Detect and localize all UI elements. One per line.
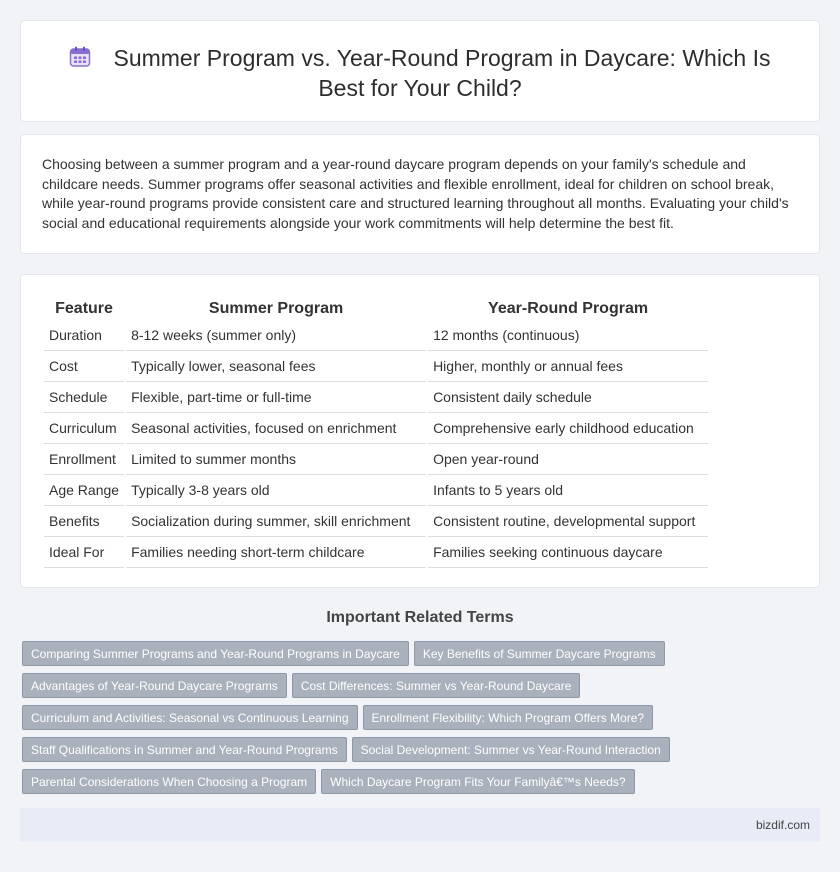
table-row (44, 351, 708, 382)
related-term-link[interactable]: Advantages of Year-Round Daycare Programs (22, 673, 287, 698)
intro-card (20, 134, 820, 254)
summer-cell: Families needing short-term childcare (126, 537, 426, 568)
year-round-cell: Comprehensive early childhood education (428, 413, 708, 444)
year-round-cell: Higher, monthly or annual fees (428, 351, 708, 382)
related-term-link[interactable]: Parental Considerations When Choosing a Program (22, 769, 316, 794)
year-round-cell: Open year-round (428, 444, 708, 475)
header-summer: Summer Program (208, 300, 344, 317)
related-terms-list (22, 641, 822, 801)
table-header-row (44, 296, 708, 320)
related-term-link[interactable]: Key Benefits of Summer Daycare Programs (414, 641, 665, 666)
tag-row (22, 769, 822, 801)
table-row (44, 537, 708, 568)
year-round-cell: 12 months (continuous) (428, 320, 708, 351)
summer-cell: Socialization during summer, skill enrichment (126, 506, 426, 537)
table-row (44, 320, 708, 351)
title-wrap (61, 43, 779, 103)
table-row (44, 475, 708, 506)
feature-cell: Ideal For (44, 537, 124, 568)
related-term-link[interactable]: Comparing Summer Programs and Year-Round Programs in Daycare (22, 641, 409, 666)
summer-cell: Limited to summer months (126, 444, 426, 475)
year-round-cell: Infants to 5 years old (428, 475, 708, 506)
feature-cell: Duration (44, 320, 124, 351)
table-row (44, 444, 708, 475)
feature-cell: Cost (44, 351, 124, 382)
header-card (20, 20, 820, 122)
related-terms-title: Important Related Terms (326, 609, 514, 626)
header-year-round: Year-Round Program (488, 300, 649, 317)
year-round-cell: Consistent daily schedule (428, 382, 708, 413)
header-feature: Feature (55, 300, 113, 317)
page-title-text: Summer Program vs. Year-Round Program in Daycare: Which Is Best for Your Child? (113, 45, 771, 101)
intro-text: Choosing between a summer program and a year-round daycare program depends on your family's schedule and childcare needs. Summer programs offer seasonal activities and flexible enrollment, ideal for children on school break, while year-round programs provide consistent care and structured learning throughout all months. Evaluating your child's social and educational requirements alongside your work commitments will help determine the best fit. (42, 156, 789, 231)
year-round-cell: Consistent routine, developmental support (428, 506, 708, 537)
footer (20, 808, 820, 842)
tag-row (22, 673, 822, 705)
tag-row (22, 641, 822, 673)
related-term-link[interactable]: Which Daycare Program Fits Your Familyâ€™s Needs? (321, 769, 634, 794)
related-term-link[interactable]: Cost Differences: Summer vs Year-Round Daycare (292, 673, 581, 698)
page-title (61, 43, 779, 103)
summer-cell: Flexible, part-time or full-time (126, 382, 426, 413)
summer-cell: Seasonal activities, focused on enrichment (126, 413, 426, 444)
footer-brand[interactable]: bizdif.com (755, 818, 810, 832)
related-term-link[interactable]: Social Development: Summer vs Year-Round Interaction (352, 737, 670, 762)
feature-cell: Benefits (44, 506, 124, 537)
feature-cell: Schedule (44, 382, 124, 413)
related-term-link[interactable]: Enrollment Flexibility: Which Program Offers More? (363, 705, 654, 730)
feature-cell: Curriculum (44, 413, 124, 444)
related-term-link[interactable]: Staff Qualifications in Summer and Year-Round Programs (22, 737, 347, 762)
year-round-cell: Families seeking continuous daycare (428, 537, 708, 568)
related-term-link[interactable]: Curriculum and Activities: Seasonal vs Continuous Learning (22, 705, 358, 730)
summer-cell: 8-12 weeks (summer only) (126, 320, 426, 351)
feature-cell: Age Range (44, 475, 124, 506)
table-row (44, 506, 708, 537)
table-row (44, 382, 708, 413)
table-row (44, 413, 708, 444)
comparison-table-card (20, 274, 820, 588)
feature-cell: Enrollment (44, 444, 124, 475)
tag-row (22, 705, 822, 737)
summer-cell: Typically 3-8 years old (126, 475, 426, 506)
tag-row (22, 737, 822, 769)
comparison-table (42, 296, 710, 568)
calendar-icon (69, 46, 91, 68)
summer-cell: Typically lower, seasonal fees (126, 351, 426, 382)
